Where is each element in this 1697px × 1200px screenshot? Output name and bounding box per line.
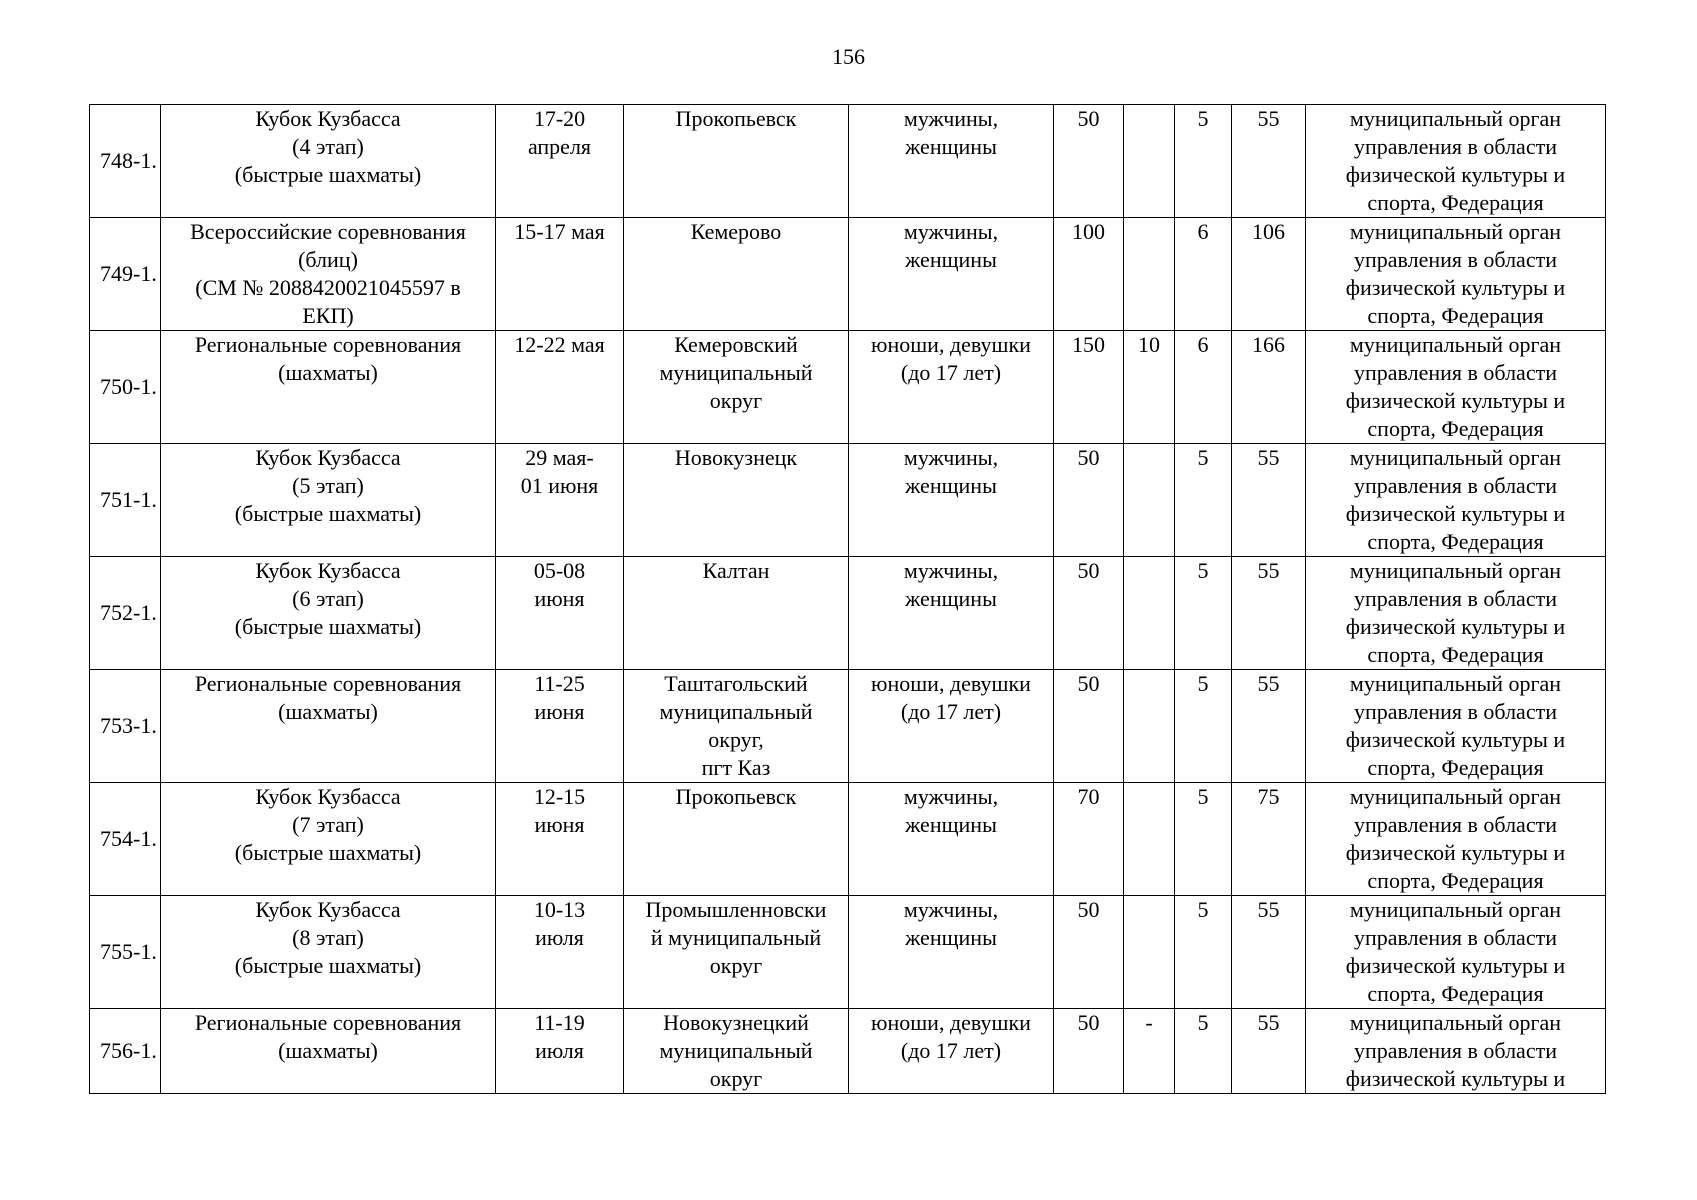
event-name: Кубок Кузбасса (8 этап) (быстрые шахматы) xyxy=(161,896,496,1009)
event-place: Промышленновски й муниципальный округ xyxy=(624,896,849,1009)
row-number: 755-1. xyxy=(90,896,161,1009)
count-column-1: 50 xyxy=(1054,444,1124,557)
count-column-3: 5 xyxy=(1175,105,1232,218)
event-dates: 12-15 июня xyxy=(496,783,624,896)
event-dates: 11-25 июня xyxy=(496,670,624,783)
count-column-2 xyxy=(1124,105,1175,218)
count-total: 106 xyxy=(1232,218,1306,331)
table-row xyxy=(90,557,1606,670)
count-total: 55 xyxy=(1232,444,1306,557)
count-column-1: 100 xyxy=(1054,218,1124,331)
count-total: 55 xyxy=(1232,1009,1306,1094)
count-column-1: 50 xyxy=(1054,896,1124,1009)
organizer: муниципальный орган управления в области физической культуры и спорта, Федерация xyxy=(1306,670,1606,783)
row-number: 753-1. xyxy=(90,670,161,783)
count-column-3: 5 xyxy=(1175,557,1232,670)
row-number: 752-1. xyxy=(90,557,161,670)
count-column-1: 50 xyxy=(1054,105,1124,218)
row-number: 748-1. xyxy=(90,105,161,218)
event-place: Новокузнецк xyxy=(624,444,849,557)
count-column-2 xyxy=(1124,218,1175,331)
count-column-3: 5 xyxy=(1175,1009,1232,1094)
table-row xyxy=(90,783,1606,896)
count-column-3: 5 xyxy=(1175,783,1232,896)
event-name: Кубок Кузбасса (7 этап) (быстрые шахматы) xyxy=(161,783,496,896)
organizer: муниципальный орган управления в области физической культуры и спорта, Федерация xyxy=(1306,105,1606,218)
organizer: муниципальный орган управления в области физической культуры и спорта, Федерация xyxy=(1306,218,1606,331)
organizer: муниципальный орган управления в области физической культуры и спорта, Федерация xyxy=(1306,331,1606,444)
event-dates: 15-17 мая xyxy=(496,218,624,331)
count-column-1: 50 xyxy=(1054,670,1124,783)
event-name: Кубок Кузбасса (4 этап) (быстрые шахматы) xyxy=(161,105,496,218)
count-total: 55 xyxy=(1232,557,1306,670)
page-number: 156 xyxy=(832,44,865,69)
participant-category: юноши, девушки (до 17 лет) xyxy=(849,1009,1054,1094)
row-number: 756-1. xyxy=(90,1009,161,1094)
event-place: Кемеровский муниципальный округ xyxy=(624,331,849,444)
event-place: Новокузнецкий муниципальный округ xyxy=(624,1009,849,1094)
event-place: Калтан xyxy=(624,557,849,670)
count-column-3: 6 xyxy=(1175,331,1232,444)
table-row xyxy=(90,444,1606,557)
table-row xyxy=(90,670,1606,783)
count-column-2: 10 xyxy=(1124,331,1175,444)
event-place: Таштагольский муниципальный округ, пгт Каз xyxy=(624,670,849,783)
event-name: Кубок Кузбасса (6 этап) (быстрые шахматы) xyxy=(161,557,496,670)
table-row xyxy=(90,1009,1606,1094)
table-row xyxy=(90,218,1606,331)
event-dates: 29 мая- 01 июня xyxy=(496,444,624,557)
count-column-3: 5 xyxy=(1175,444,1232,557)
participant-category: мужчины, женщины xyxy=(849,444,1054,557)
count-column-2: - xyxy=(1124,1009,1175,1094)
table-row xyxy=(90,105,1606,218)
row-number: 750-1. xyxy=(90,331,161,444)
participant-category: юноши, девушки (до 17 лет) xyxy=(849,331,1054,444)
participant-category: мужчины, женщины xyxy=(849,218,1054,331)
count-column-2 xyxy=(1124,557,1175,670)
event-name: Региональные соревнования (шахматы) xyxy=(161,1009,496,1094)
count-total: 166 xyxy=(1232,331,1306,444)
event-name: Региональные соревнования (шахматы) xyxy=(161,331,496,444)
organizer: муниципальный орган управления в области физической культуры и спорта, Федерация xyxy=(1306,557,1606,670)
count-column-2 xyxy=(1124,670,1175,783)
row-number: 751-1. xyxy=(90,444,161,557)
organizer: муниципальный орган управления в области физической культуры и спорта, Федерация xyxy=(1306,896,1606,1009)
count-column-1: 50 xyxy=(1054,557,1124,670)
count-column-2 xyxy=(1124,444,1175,557)
event-dates: 12-22 мая xyxy=(496,331,624,444)
row-number: 749-1. xyxy=(90,218,161,331)
count-column-1: 150 xyxy=(1054,331,1124,444)
table-row xyxy=(90,896,1606,1009)
participant-category: мужчины, женщины xyxy=(849,783,1054,896)
event-name: Региональные соревнования (шахматы) xyxy=(161,670,496,783)
organizer: муниципальный орган управления в области физической культуры и xyxy=(1306,1009,1606,1094)
count-column-2 xyxy=(1124,783,1175,896)
count-total: 55 xyxy=(1232,105,1306,218)
event-dates: 17-20 апреля xyxy=(496,105,624,218)
count-total: 55 xyxy=(1232,896,1306,1009)
count-total: 75 xyxy=(1232,783,1306,896)
participant-category: мужчины, женщины xyxy=(849,105,1054,218)
count-column-3: 5 xyxy=(1175,670,1232,783)
participant-category: юноши, девушки (до 17 лет) xyxy=(849,670,1054,783)
participant-category: мужчины, женщины xyxy=(849,557,1054,670)
event-place: Прокопьевск xyxy=(624,783,849,896)
table-row xyxy=(90,331,1606,444)
count-column-1: 50 xyxy=(1054,1009,1124,1094)
participant-category: мужчины, женщины xyxy=(849,896,1054,1009)
event-place: Прокопьевск xyxy=(624,105,849,218)
count-column-1: 70 xyxy=(1054,783,1124,896)
event-place: Кемерово xyxy=(624,218,849,331)
event-dates: 05-08 июня xyxy=(496,557,624,670)
event-name: Кубок Кузбасса (5 этап) (быстрые шахматы) xyxy=(161,444,496,557)
organizer: муниципальный орган управления в области физической культуры и спорта, Федерация xyxy=(1306,444,1606,557)
event-dates: 11-19 июля xyxy=(496,1009,624,1094)
organizer: муниципальный орган управления в области физической культуры и спорта, Федерация xyxy=(1306,783,1606,896)
event-name: Всероссийские соревнования (блиц) (СМ № 2088420021045597 в ЕКП) xyxy=(161,218,496,331)
count-column-2 xyxy=(1124,896,1175,1009)
count-total: 55 xyxy=(1232,670,1306,783)
row-number: 754-1. xyxy=(90,783,161,896)
events-table xyxy=(89,104,1606,1094)
count-column-3: 6 xyxy=(1175,218,1232,331)
count-column-3: 5 xyxy=(1175,896,1232,1009)
event-dates: 10-13 июля xyxy=(496,896,624,1009)
